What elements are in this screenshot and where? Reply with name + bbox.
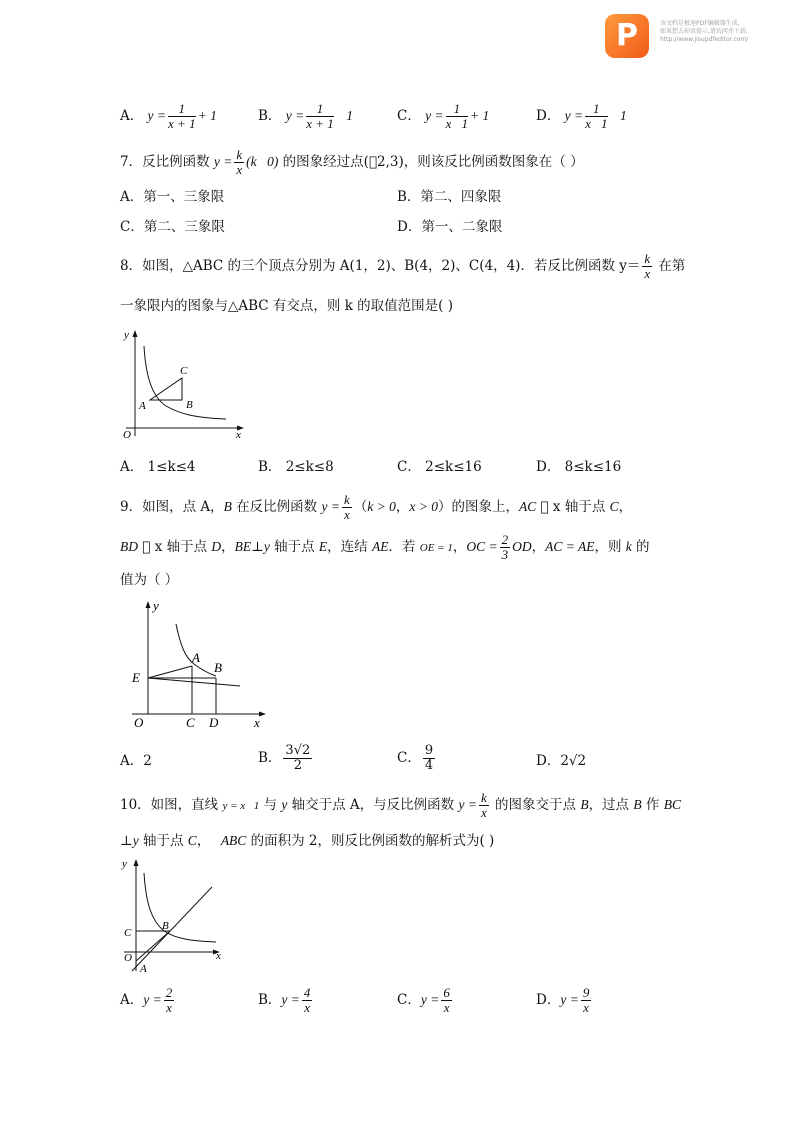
q8-label-y: y xyxy=(124,329,129,341)
q9-option-c: C． $\frac{9}{4}$ xyxy=(397,743,434,773)
q10-option-d: D．y = $\frac{9}{x}$ xyxy=(536,985,590,1015)
q8-label-a: A xyxy=(139,400,146,412)
q6-option-c: C． y = $\frac{1}{x􀀀1}$ + 1 xyxy=(397,101,490,131)
q8-label-b: B xyxy=(186,399,193,411)
q9-line-extension xyxy=(148,678,240,686)
q8-hyperbola xyxy=(144,346,226,419)
q9-figure xyxy=(126,596,276,732)
q8-option-d: D． 8≤k≤16 xyxy=(536,459,622,475)
pdf-editor-logo xyxy=(605,14,649,58)
q7-option-a: A．第一、三象限 xyxy=(120,189,225,205)
watermark-line-1: 该文档是极速PDF编辑器生成, xyxy=(660,20,740,27)
q10-y-arrow xyxy=(134,859,139,866)
q8-label-o: O xyxy=(123,429,131,441)
q10-label-y: y xyxy=(122,858,127,870)
q9-y-arrow xyxy=(146,601,151,608)
watermark-text xyxy=(660,20,790,44)
q10-label-c: C xyxy=(124,927,132,939)
q9-label-b: B xyxy=(214,660,222,675)
q9-option-a: A．2 xyxy=(120,753,152,769)
q6-option-d: D． y = $\frac{1}{x􀀀1}$ 􀀀1 xyxy=(536,101,627,131)
q7-option-b: B．第二、四象限 xyxy=(397,189,502,205)
q8-option-c: C． 2≤k≤16 xyxy=(397,459,482,475)
q10-label-a: A xyxy=(140,963,147,975)
q10-stem-line-1: 10．如图，直线 y = x􀀀1 与 y 轴交于点 A，与反比例函数 y = $\frac{k}{x}$ 的图象交于点 B，过点 B 作 BC xyxy=(120,790,681,820)
q6-option-b: B． y = $\frac{1}{x + 1}$ 􀀀1 xyxy=(258,101,354,131)
q9-label-x: x xyxy=(254,715,260,730)
q9-option-b: B． $\frac{3√2}{2}$ xyxy=(258,743,311,773)
q8-stem-line-2: 一象限内的图象与△ABC 有交点，则 k 的取值范围是( ) xyxy=(120,298,454,314)
q8-stem-line-1: 8．如图，△ABC 的三个顶点分别为 A(1，2)、B(4，2)、C(4，4)．若反比例函数 y＝ $\frac{k}{x}$ 在第 xyxy=(120,251,686,281)
q10-hyperbola xyxy=(144,873,216,942)
q9-stem-line-3: 值为（ ） xyxy=(120,572,179,588)
q8-triangle-abc xyxy=(150,378,182,400)
q9-stem-line-2: BD 􀀀 x 轴于点 D，BE⊥y 轴于点 E，连结 AE．若 OE = 1，OC = $\frac{2}{3}$ OD，AC = AE，则 k 的 xyxy=(120,532,650,562)
logo-letter: P xyxy=(616,18,638,53)
q9-x-arrow xyxy=(259,712,266,717)
q10-option-a: A．y = $\frac{2}{x}$ xyxy=(120,985,173,1015)
q9-label-y: y xyxy=(153,598,159,613)
q10-stem-line-2: ⊥y 轴于点 C，􀀀ABC 的面积为 2，则反比例函数的解析式为( ) xyxy=(120,833,495,849)
q10-label-b: B xyxy=(162,920,169,932)
q10-segment-ab xyxy=(136,931,170,961)
q7-stem: 7．反比例函数 y = $\frac{k}{x}$ (k􀀀0) 的图象经过点(􀀀2,3)，则该反比例函数图象在（ ） xyxy=(120,147,584,177)
q10-option-b: B．y = $\frac{4}{x}$ xyxy=(258,985,311,1015)
watermark-line-3: http://www.jisupdfeditor.com/ xyxy=(660,36,749,43)
q10-label-o: O xyxy=(124,952,132,964)
q9-segment-ae xyxy=(148,666,192,678)
q9-label-c: C xyxy=(186,715,195,730)
watermark-line-2: 如果想去掉该提示,请访问并下载: xyxy=(660,28,748,35)
q7-option-c: C．第二、三象限 xyxy=(120,219,225,235)
q10-label-x: x xyxy=(216,950,221,962)
q7-option-d: D．第一、二象限 xyxy=(397,219,503,235)
q8-figure xyxy=(118,326,248,442)
q9-label-o: O xyxy=(134,715,144,730)
q10-figure xyxy=(118,855,228,975)
q9-label-a: A xyxy=(192,650,200,665)
q8-option-b: B． 2≤k≤8 xyxy=(258,459,334,475)
q9-option-d: D．2√2 xyxy=(536,753,587,769)
q6-option-a: A． y = $\frac{1}{x + 1}$ + 1 xyxy=(120,101,217,131)
q10-option-c: C．y = $\frac{6}{x}$ xyxy=(397,985,450,1015)
q8-label-c: C xyxy=(180,365,188,377)
q8-label-x: x xyxy=(236,429,241,441)
q10-line-y-eq-x-minus-1 xyxy=(132,887,212,971)
q9-stem-line-1: 9．如图，点 A，B 在反比例函数 y = $\frac{k}{x}$ （k > 0，x > 0）的图象上，AC 􀀀 x 轴于点 C， xyxy=(120,492,633,522)
q8-option-a: A． 1≤k≤4 xyxy=(120,459,196,475)
q9-label-d: D xyxy=(209,715,219,730)
q9-label-e: E xyxy=(132,670,140,685)
q8-y-arrow xyxy=(133,330,138,337)
